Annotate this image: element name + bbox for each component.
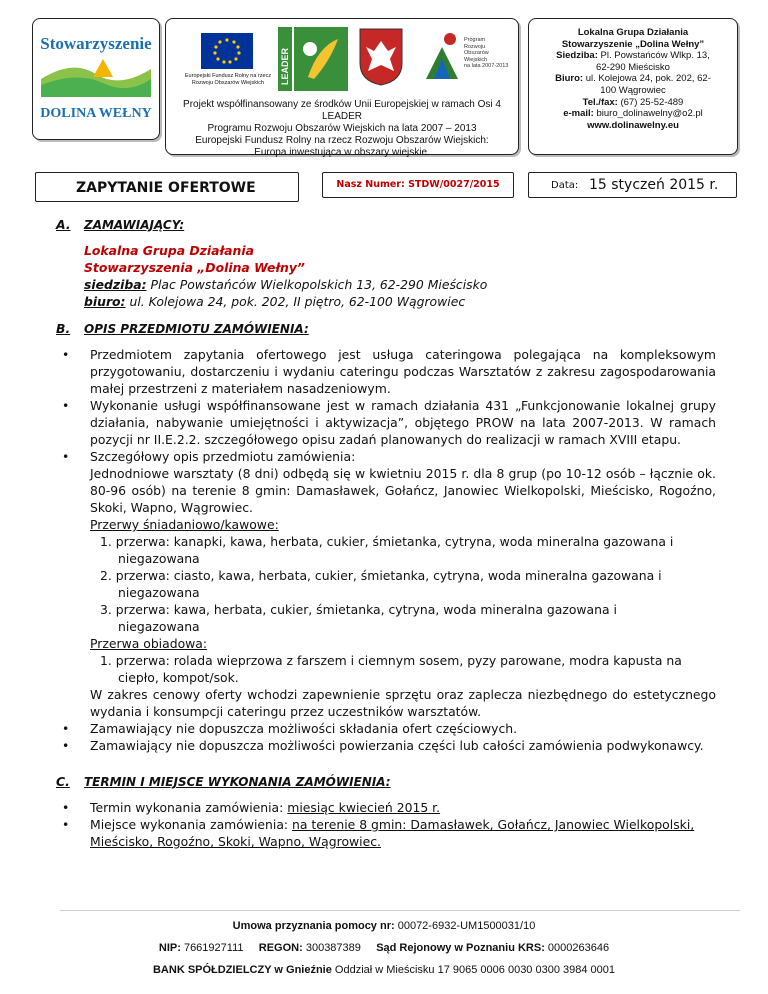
nip-label: NIP: xyxy=(158,942,181,954)
footer-divider xyxy=(60,910,740,911)
break-text: 2. przerwa: ciasto, kawa, herbata, cukier, śmietanka, cytryna, woda mineralna gazowana i xyxy=(100,568,662,583)
eu-fund-caption: Europejski Fundusz Rolny na rzecz Rozwoju Obszarów Wiejskich xyxy=(184,73,272,86)
list-item xyxy=(56,737,716,754)
break-text-cont: niegazowana xyxy=(118,619,200,634)
eu-flag-icon xyxy=(201,33,253,69)
siedziba-address: Plac Powstańców Wielkopolskich 13, 62-290 Mieścisko xyxy=(146,277,488,292)
project-line: Europejski Fundusz Rolny na rzecz Rozwoju Obszarów Wiejskich: xyxy=(195,135,489,146)
website-link[interactable]: www.dolinawelny.eu xyxy=(587,119,679,131)
project-info-box xyxy=(165,18,519,158)
section-b xyxy=(56,320,716,754)
lunch-item xyxy=(90,652,716,686)
logo-text-bottom: DOLINA WEŁNY xyxy=(40,106,152,121)
section-a xyxy=(56,216,716,310)
biuro-label: Biuro: xyxy=(555,73,584,85)
lunch-text: 1. przerwa: rolada wieprzowa z farszem i ciemnym sosem, pyzy parowane, modra kapusta na xyxy=(100,653,682,668)
prow-caption-line: Wiejskich xyxy=(464,56,488,63)
biuro-address: ul. Kolejowa 24, pok. 202, II piętro, 62-100 Wągrowiec xyxy=(125,294,466,309)
project-line: Programu Rozwoju Obszarów Wiejskich na lata 2007 – 2013 xyxy=(207,123,477,134)
section-c-list xyxy=(0,799,716,850)
break-item xyxy=(90,567,716,601)
bullet-text: • Szczegółowy opis przedmiotu zamówienia: xyxy=(90,449,356,464)
regon-label: REGON: xyxy=(258,942,303,954)
grant-agreement-number: 00072-6932-UM1500031/10 xyxy=(394,920,536,932)
tel-value: (67) 25-52-489 xyxy=(620,96,684,108)
krs-value: 0000263646 xyxy=(544,942,610,954)
coat-of-arms-icon xyxy=(358,27,404,87)
bank-account: Oddział w Mieścisku 17 9065 0006 0030 0300 3984 0001 xyxy=(331,964,616,976)
lunch-heading: Przerwa obiadowa: xyxy=(90,636,208,651)
email-label: e-mail: xyxy=(563,108,594,120)
leader-logo xyxy=(278,27,348,91)
break-text: 3. przerwa: kawa, herbata, cukier, śmietanka, cytryna, woda mineralna gazowana i xyxy=(100,602,617,617)
list-item xyxy=(56,397,716,448)
krs-label: Sąd Rejonowy w Poznaniu KRS: xyxy=(376,942,545,954)
bullet-text: Zamawiający nie dopuszcza możliwości składania ofert częściowych. xyxy=(90,721,518,736)
list-item xyxy=(56,799,716,816)
nip-value: 7661927111 xyxy=(180,942,244,954)
contact-info-box xyxy=(528,18,738,155)
reference-number-box xyxy=(322,172,514,198)
date-value: 15 styczeń 2015 r. xyxy=(589,177,719,193)
project-line: Europa inwestująca w obszary wiejskie. xyxy=(254,147,430,158)
siedziba-label: Siedziba: xyxy=(556,50,598,62)
siedziba-heading: siedziba: xyxy=(84,277,147,292)
list-item xyxy=(56,720,716,737)
bullet-text: Wykonanie usługi współfinansowane jest w ramach działania 431 „Funkcjonowanie lokalnej grupy działania, nabywanie umiejętności i aktywizacja”, objętego PROW na lata 2007-2013. W ramach pozycji nr II.E.2.2. szczegółowego opisu zadań planowanych do realizacji w ramach XVIII etapu. xyxy=(90,398,716,447)
tel-label: Tel./fax: xyxy=(582,96,618,108)
breaks-heading: Przerwy śniadaniowo/kawowe: xyxy=(90,517,279,532)
prow-caption-line: Program xyxy=(464,37,486,43)
email-link[interactable]: biuro_dolinawelny@o2.pl xyxy=(596,108,703,120)
term-label: Termin wykonania zamówienia: xyxy=(90,800,288,815)
list-item xyxy=(56,448,716,720)
section-c-heading: TERMIN I MIEJSCE WYKONANIA ZAMÓWIENIA: xyxy=(84,775,391,789)
prow-logo-icon xyxy=(422,29,462,83)
section-a-heading: ZAMAWIAJĄCY: xyxy=(84,218,185,232)
logo-text-top: Stowarzyszenie xyxy=(40,34,152,53)
contact-org-name-2: Stowarzyszenie „Dolina Wełny” xyxy=(561,38,705,50)
association-logo xyxy=(32,18,160,140)
dolina-welny-logo-graphic xyxy=(33,19,159,139)
document-title-box xyxy=(35,172,299,202)
price-scope-text: W zakres cenowy oferty wchodzi zapewnienie sprzętu oraz zaplecza niezbędnego do estetycznego wydania i konsumpcji cateringu przez uczestników warsztatów. xyxy=(90,687,716,719)
break-item xyxy=(90,601,716,635)
section-c xyxy=(56,773,716,850)
prow-caption-line: na lata 2007-2013 xyxy=(464,63,509,69)
break-item xyxy=(90,533,716,567)
list-item xyxy=(56,816,716,850)
section-b-heading: OPIS PRZEDMIOTU ZAMÓWIENIA: xyxy=(84,322,309,336)
contact-org-name: Lokalna Grupa Działania xyxy=(577,27,689,38)
section-b-letter: B. xyxy=(56,321,71,336)
list-item xyxy=(56,346,716,397)
section-c-letter: C. xyxy=(56,774,70,789)
leader-text: LEADER xyxy=(280,47,290,85)
footer xyxy=(0,915,768,981)
date-label: Data: xyxy=(551,180,579,191)
biuro-value: ul. Kolejowa 24, pok. 202, 62-100 Wągrowiec xyxy=(585,73,711,96)
break-text-cont: niegazowana xyxy=(118,585,200,600)
term-value: miesiąc kwiecień 2015 r. xyxy=(287,800,441,815)
reference-number: Nasz Numer: STDW/0027/2015 xyxy=(336,179,500,190)
place-label: Miejsce wykonania zamówienia: xyxy=(90,817,293,832)
project-description xyxy=(172,99,512,159)
contracting-org-name: Lokalna Grupa Działania xyxy=(84,243,254,258)
biuro-heading: biuro: xyxy=(84,294,126,309)
prow-caption-line: Obszarów xyxy=(464,50,489,56)
place-value: na terenie 8 gmin: Damasławek, Gołańcz, Janowiec Wielkopolski, Mieścisko, Rogoźno, Skoki, Wapno, Wągrowiec. xyxy=(90,817,695,849)
contracting-org-name-2: Stowarzyszenia „Dolina Wełny” xyxy=(84,260,305,275)
prow-caption xyxy=(464,37,508,70)
bullet-text: Przedmiotem zapytania ofertowego jest usługa cateringowa polegająca na kompleksowym przygotowaniu, dostarczeniu i wydaniu cateringu podczas Warsztatów z zakresu zagospodarowania małej przestrzeni z materiałem nasadzeniowym. xyxy=(90,347,716,396)
section-a-letter: A. xyxy=(56,217,71,232)
bullet-text: Zamawiający nie dopuszcza możliwości powierzania części lub całości zamówienia podwykonawcy. xyxy=(90,738,704,753)
document-title: ZAPYTANIE OFERTOWE xyxy=(76,180,256,196)
lunch-text-cont: ciepło, kompot/sok. xyxy=(118,670,239,685)
bank-label: BANK SPÓŁDZIELCZY w Gnieźnie xyxy=(152,964,332,976)
project-line: Projekt współfinansowany ze środków Unii Europejskiej w ramach Osi 4 LEADER xyxy=(183,99,501,122)
date-box xyxy=(528,172,737,198)
workshop-description: Jednodniowe warsztaty (8 dni) odbędą się w kwietniu 2015 r. dla 8 grup (po 10-12 osób – łącznie ok. 80-96 osób) na terenie 8 gmin: Damasławek, Gołańcz, Janowiec Wielkopolski, Mieścisko, Rogoźno, Skoki, Wapno, Wągrowiec. xyxy=(90,466,716,515)
grant-agreement-label: Umowa przyznania pomocy nr: xyxy=(232,920,395,932)
break-text-cont: niegazowana xyxy=(118,551,200,566)
regon-value: 300387389 xyxy=(302,942,361,954)
prow-caption-line: Rozwoju xyxy=(464,43,486,50)
break-text: 1. przerwa: kanapki, kawa, herbata, cukier, śmietanka, cytryna, woda mineralna gazowana i xyxy=(100,534,674,549)
section-b-list xyxy=(0,346,716,754)
siedziba-value: Pl. Powstańców Wlkp. 13, 62-290 Mieścisko xyxy=(596,50,710,73)
